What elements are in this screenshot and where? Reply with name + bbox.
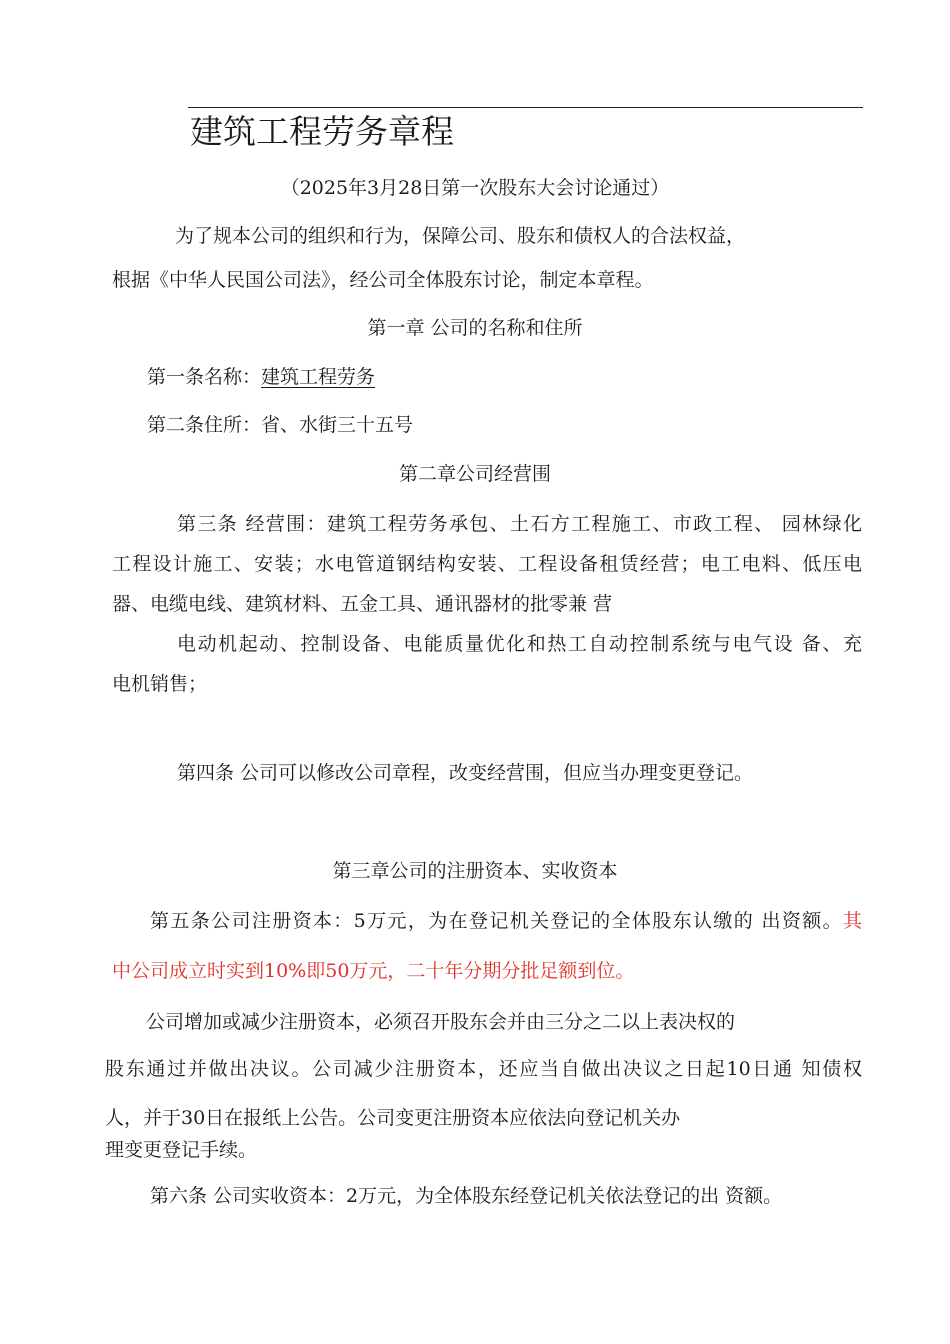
article-2: 第二条住所：省、水街三十五号 bbox=[147, 414, 414, 436]
article-5-line-2: 中公司成立时实到10%即50万元，二十年分期分批足额到位。 bbox=[112, 960, 635, 982]
article-3-line-5: 电机销售； bbox=[112, 673, 208, 695]
article-1 bbox=[147, 365, 375, 389]
article-5-text: 第五条公司注册资本：5万元，为在登记机关登记的全体股东认缴的 出资额。 bbox=[150, 910, 843, 932]
chapter-2-heading: 第二章公司经营围 bbox=[398, 463, 551, 485]
chapter-1-heading: 第一章 公司的名称和住所 bbox=[367, 317, 583, 339]
article-3-line-2: 工程设计施工、安装；水电管道钢结构安装、工程设备租赁经营；电工电料、低压电 bbox=[112, 553, 862, 575]
preamble-line-2: 根据《中华人民国公司法》，经公司全体股东讨论，制定本章程。 bbox=[112, 269, 654, 291]
article-3-line-3: 器、电缆电线、建筑材料、五金工具、通讯器材的批零兼 营 bbox=[112, 593, 613, 615]
capital-change-line-3: 人，并于30日在报纸上公告。公司变更注册资本应依法向登记机关办 bbox=[105, 1107, 681, 1129]
capital-change-line-2: 股东通过并做出决议。公司减少注册资本，还应当自做出决议之日起10日通 知债权 bbox=[105, 1058, 862, 1080]
capital-change-line-4: 理变更登记手续。 bbox=[105, 1139, 258, 1161]
company-name-value: 建筑工程劳务 bbox=[261, 366, 376, 388]
article-3-line-1: 第三条 经营围：建筑工程劳务承包、土石方工程施工、市政工程、 园林绿化 bbox=[177, 513, 862, 535]
article-1-label: 第一条名称： bbox=[147, 366, 262, 388]
document-subtitle: （2025年3月28日第一次股东大会讨论通过） bbox=[280, 177, 670, 199]
document-title: 建筑工程劳务章程 bbox=[190, 112, 454, 151]
article-3-line-4: 电动机起动、控制设备、电能质量优化和热工自动控制系统与电气设 备、充 bbox=[177, 633, 862, 655]
article-6: 第六条 公司实收资本：2万元，为全体股东经登记机关依法登记的出 资额。 bbox=[150, 1185, 783, 1207]
capital-change-line-1: 公司增加或减少注册资本，必须召开股东会并由三分之二以上表决权的 bbox=[146, 1011, 736, 1033]
article-5-line-1 bbox=[150, 909, 862, 933]
preamble-line-1: 为了规本公司的组织和行为，保障公司、股东和债权人的合法权益， bbox=[175, 225, 746, 247]
header-rule bbox=[188, 107, 863, 108]
chapter-3-heading: 第三章公司的注册资本、实收资本 bbox=[332, 860, 618, 882]
article-4: 第四条 公司可以修改公司章程，改变经营围，但应当办理变更登记。 bbox=[177, 762, 754, 784]
article-5-red-start: 其 bbox=[842, 910, 862, 932]
